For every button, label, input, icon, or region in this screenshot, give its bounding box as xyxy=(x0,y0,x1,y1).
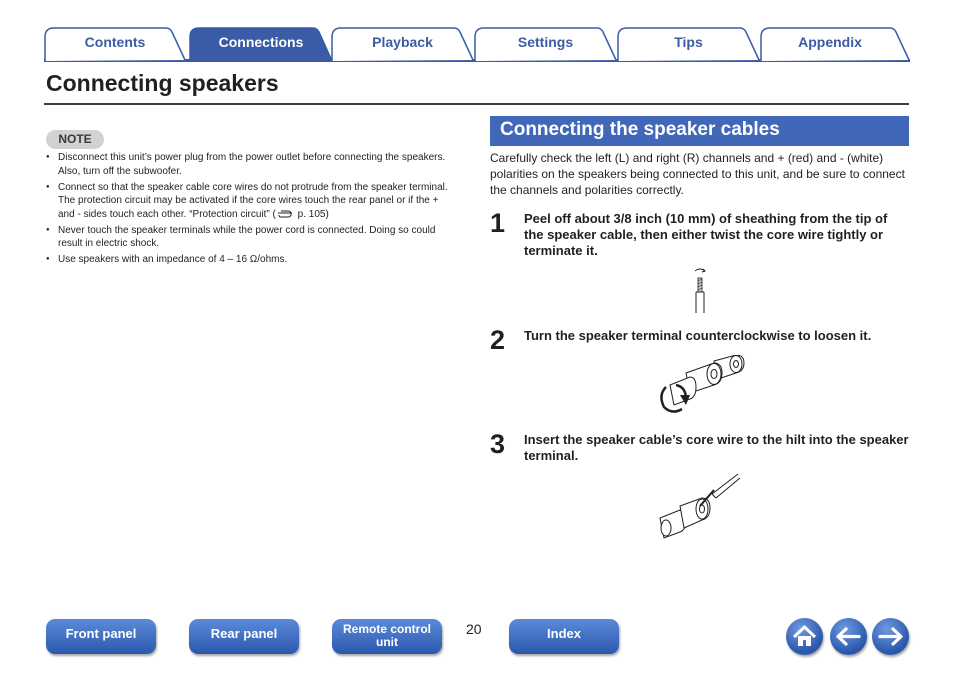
tab-tips[interactable] xyxy=(617,27,760,60)
cable-insert-illustration xyxy=(656,472,742,540)
back-button[interactable] xyxy=(830,618,867,655)
note-item-text: Use speakers with an impedance of 4 – 16 Ω/ohms. xyxy=(58,254,288,266)
section-header xyxy=(490,116,909,146)
tab-tips-label: Tips xyxy=(674,34,703,50)
pointing-hand-icon xyxy=(277,209,294,218)
tab-connections[interactable] xyxy=(189,27,333,60)
note-item xyxy=(46,151,448,178)
note-item-text: Connect so that the speaker cable core wires do not protrude from the speaker terminal. The protection circuit may be activated if the core wires touch the rear panel or if the + and - sides touch each other. “Protection circuit” ( xyxy=(58,181,448,220)
home-icon xyxy=(786,618,823,655)
index-button[interactable] xyxy=(509,619,619,654)
section-title: Connecting the speaker cables xyxy=(500,119,780,140)
front-panel-button[interactable] xyxy=(46,619,156,654)
forward-arrow-icon xyxy=(872,618,909,655)
step-number: 1 xyxy=(490,208,506,238)
remote-control-unit-button[interactable] xyxy=(332,619,442,654)
index-button-label: Index xyxy=(547,626,581,641)
tab-connections-label: Connections xyxy=(218,34,304,50)
back-arrow-icon xyxy=(830,618,867,655)
step-number: 2 xyxy=(490,325,506,355)
note-item xyxy=(46,181,448,222)
front-panel-button-label: Front panel xyxy=(65,626,137,641)
note-item-text: Disconnect this unit’s power plug from the power outlet before connecting the speakers. Also, turn off the subwoofer. xyxy=(58,152,446,177)
tab-bar xyxy=(44,27,910,62)
page-title: Connecting speakers xyxy=(46,70,279,96)
speaker-terminal-loosen-illustration xyxy=(656,355,750,417)
home-button[interactable] xyxy=(786,618,823,655)
note-item xyxy=(46,253,448,267)
remote-control-unit-button-label: Remote control unit xyxy=(342,622,431,649)
rear-panel-button[interactable] xyxy=(189,619,299,654)
tab-playback-label: Playback xyxy=(372,34,433,50)
title-divider xyxy=(44,103,909,105)
speaker-cable-illustration xyxy=(688,266,712,314)
note-item-text: Never touch the speaker terminals while the power cord is connected. Doing so could result in electric shock. xyxy=(58,224,436,250)
tab-appendix-label: Appendix xyxy=(798,34,862,50)
step-text: Peel off about 3/8 inch (10 mm) of sheathing from the tip of the speaker cable, then either twist the core wire tightly or terminate it. xyxy=(524,211,888,259)
tab-settings[interactable] xyxy=(474,27,617,60)
note-item-page-ref[interactable]: p. 105) xyxy=(297,208,329,220)
tab-settings-label: Settings xyxy=(517,34,574,50)
step-text: Turn the speaker terminal counterclockwise to loosen it. xyxy=(524,328,872,343)
note-list xyxy=(46,151,448,269)
page-number: 20 xyxy=(466,621,482,637)
tab-playback[interactable] xyxy=(331,27,474,60)
step-number: 3 xyxy=(490,429,506,459)
note-badge: NOTE xyxy=(46,130,104,149)
tab-contents[interactable] xyxy=(44,27,186,60)
rear-panel-button-label: Rear panel xyxy=(210,626,278,641)
tab-appendix[interactable] xyxy=(760,27,910,60)
step-text: Insert the speaker cable’s core wire to the hilt into the speaker terminal. xyxy=(524,432,909,464)
forward-button[interactable] xyxy=(872,618,909,655)
note-item xyxy=(46,224,448,251)
section-intro: Carefully check the left (L) and right (R) channels and + (red) and - (white) polarities on the speakers being connected to this unit, and be sure to connect the channels and polarities correctly. xyxy=(490,151,905,197)
tab-contents-label: Contents xyxy=(84,34,146,50)
